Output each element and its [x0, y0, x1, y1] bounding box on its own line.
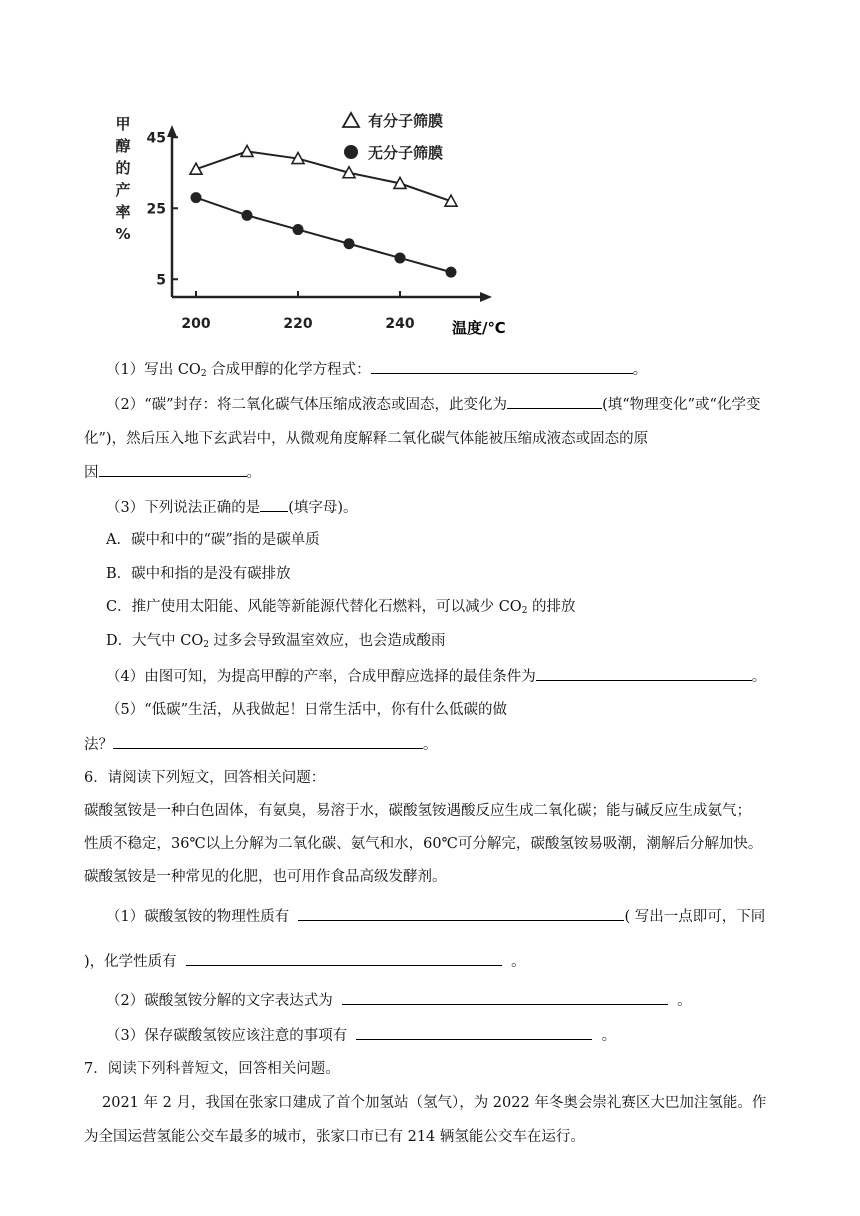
p6-q1-text-3: )，化学性质有: [84, 954, 177, 970]
q5-answer-blank[interactable]: [113, 734, 423, 749]
y-axis-label-char: 甲: [115, 115, 131, 133]
data-point-circle: [395, 252, 406, 263]
x-axis-label: 温度/℃: [452, 319, 506, 337]
legend-label-without-membrane: 无分子筛膜: [368, 144, 444, 162]
q2-text-2: (填“物理变化”或“化学变: [602, 397, 761, 413]
q3-option-a-text: A．碳中和中的“碳”指的是碳单质: [106, 532, 320, 548]
q5-line2: [84, 734, 438, 755]
q2-answer-blank-2[interactable]: [99, 462, 247, 477]
p6-q2-line: [106, 990, 692, 1011]
q3-answer-blank[interactable]: [260, 497, 288, 512]
q1-line: [106, 359, 647, 380]
q1-end: 。: [632, 362, 648, 378]
p6-q1-end: 。: [511, 954, 526, 970]
q1-answer-blank[interactable]: [371, 359, 633, 374]
problem-6-title: [84, 768, 325, 788]
q4-text: （4）由图可知，为提高甲醇的产率，合成甲醇应选择的最佳条件为: [106, 669, 536, 685]
p6-q1-line2: [84, 951, 526, 972]
data-point-triangle: [241, 145, 253, 156]
q2-text-4: 因: [84, 465, 99, 481]
y-axis-label-char: 的: [115, 159, 131, 177]
y-tick-label: 5: [156, 272, 166, 289]
data-point-circle: [242, 210, 253, 221]
y-axis-label-char: 产: [115, 181, 131, 199]
data-point-circle: [344, 238, 355, 249]
q3-text: （3）下列说法正确的是: [106, 500, 261, 516]
q2-text-3: 化”)，然后压入地下玄武岩中，从微观角度解释二氧化碳气体能被压缩成液态或固态的原: [84, 431, 649, 447]
data-point-circle: [293, 224, 304, 235]
p6-q1-text: （1）碳酸氢铵的物理性质有: [106, 909, 290, 925]
p6-q1-text-2: ( 写出一点即可，下同: [624, 909, 766, 925]
p6-q1-answer-blank-1[interactable]: [298, 906, 624, 921]
y-axis-label-char: 率: [115, 203, 131, 221]
legend-triangle-marker: [343, 113, 359, 127]
q3-option-d-subscript: 2: [203, 640, 209, 650]
q5-line1: [106, 700, 507, 720]
legend-label-with-membrane: 有分子筛膜: [368, 112, 444, 130]
p6-q3-line: [106, 1025, 616, 1046]
p7-paragraph-line2: [84, 1127, 585, 1147]
chart-axes: [167, 125, 492, 302]
q3-option-c: [106, 597, 576, 617]
p6-q2-end: 。: [677, 993, 692, 1009]
q2-line2: [84, 429, 648, 449]
q5-end: 。: [423, 737, 438, 753]
p7-para2: 为全国运营氢能公交车最多的城市，张家口市已有 214 辆氢能公交车在运行。: [84, 1129, 585, 1145]
p6-q2-text: （2）碳酸氢铵分解的文字表达式为: [106, 993, 333, 1009]
q2-text: （2）“碳”封存：将二氧化碳气体压缩成液态或固态，此变化为: [106, 397, 508, 413]
p7-paragraph-line1: [102, 1093, 766, 1113]
data-point-circle: [446, 267, 457, 278]
q1-text: （1）写出 CO: [106, 362, 201, 378]
q2-line3: [84, 462, 261, 483]
p6-q1-line1: [106, 906, 765, 927]
legend-circle-marker: [344, 145, 358, 159]
q4-answer-blank[interactable]: [536, 666, 752, 681]
p6-paragraph-line2: [84, 834, 762, 854]
q3-option-d-text-2: 过多会导致温室效应，也会造成酸雨: [208, 633, 446, 649]
problem-7-title: [84, 1059, 340, 1079]
y-tick-labels: [147, 130, 178, 288]
y-axis-label: [115, 115, 130, 243]
q1-subscript: 2: [200, 369, 207, 379]
q3-text-2: (填字母)。: [288, 500, 358, 516]
y-axis-label-char: 醇: [115, 137, 131, 155]
p7-para1: 2021 年 2 月，我国在张家口建成了首个加氢站（氢气），为 2022 年冬奥会崇礼赛区大巴加注氢能。作: [102, 1095, 767, 1111]
p6-para3: 碳酸氢铵是一种常见的化肥，也可用作食品高级发酵剂。: [84, 869, 447, 885]
y-tick-label: 45: [146, 130, 166, 147]
q3-option-c-text: C．推广使用太阳能、风能等新能源代替化石燃料，可以减少 CO: [106, 599, 522, 615]
x-tick-label: 240: [385, 316, 415, 332]
q3-option-b: [106, 564, 291, 584]
x-tick-label: 220: [283, 316, 313, 332]
data-point-circle: [191, 192, 202, 203]
q3-option-c-text-2: 的排放: [527, 599, 576, 615]
q4-line: [106, 666, 766, 687]
x-tick-label: 200: [181, 316, 211, 332]
y-axis-arrow: [167, 125, 177, 137]
chart-legend: [343, 112, 443, 162]
p6-q3-answer-blank[interactable]: [356, 1025, 592, 1040]
series-line-without-membrane: [196, 198, 451, 273]
methanol-yield-chart: [100, 105, 530, 345]
q2-answer-blank-1[interactable]: [507, 394, 602, 409]
q5-text-2: 法？: [84, 737, 113, 753]
p6-q1-answer-blank-2[interactable]: [186, 951, 502, 966]
p6-paragraph-line1: [84, 801, 751, 821]
q3-option-d-text: D．大气中 CO: [106, 633, 204, 649]
q5-text: （5）“低碳”生活，从我做起！日常生活中，你有什么低碳的做: [106, 702, 508, 718]
p6-paragraph-line3: [84, 867, 447, 887]
p6-para1: 碳酸氢铵是一种白色固体，有氨臭，易溶于水，碳酸氢铵遇酸反应生成二氧化碳；能与碱反应生成氨气；: [84, 803, 751, 819]
chart-series: [190, 145, 457, 277]
p6-title-text: 6．请阅读下列短文，回答相关问题：: [84, 770, 326, 786]
q3-option-c-subscript: 2: [521, 606, 528, 616]
q3-stem: [106, 497, 358, 518]
p6-para2: 性质不稳定，36℃以上分解为二氧化碳、氨气和水，60℃可分解完，碳酸氢铵易吸潮，潮解后分解加快。: [84, 836, 763, 852]
p6-q3-end: 。: [601, 1028, 617, 1044]
q3-option-b-text: B．碳中和指的是没有碳排放: [106, 566, 291, 582]
q2-line1: [106, 394, 760, 415]
y-tick-label: 25: [146, 201, 166, 218]
p6-q2-answer-blank[interactable]: [342, 990, 668, 1005]
q3-option-a: [106, 530, 320, 550]
p6-q3-text: （3）保存碳酸氢铵应该注意的事项有: [106, 1028, 348, 1044]
q3-option-d: [106, 631, 446, 651]
x-axis-arrow: [480, 292, 492, 302]
y-axis-label-char: %: [115, 225, 131, 243]
q4-end: 。: [751, 669, 767, 685]
q2-end: 。: [246, 465, 261, 481]
p7-title-text: 7．阅读下列科普短文，回答相关问题。: [84, 1061, 340, 1077]
q1-text-2: 合成甲醇的化学方程式：: [206, 362, 371, 378]
